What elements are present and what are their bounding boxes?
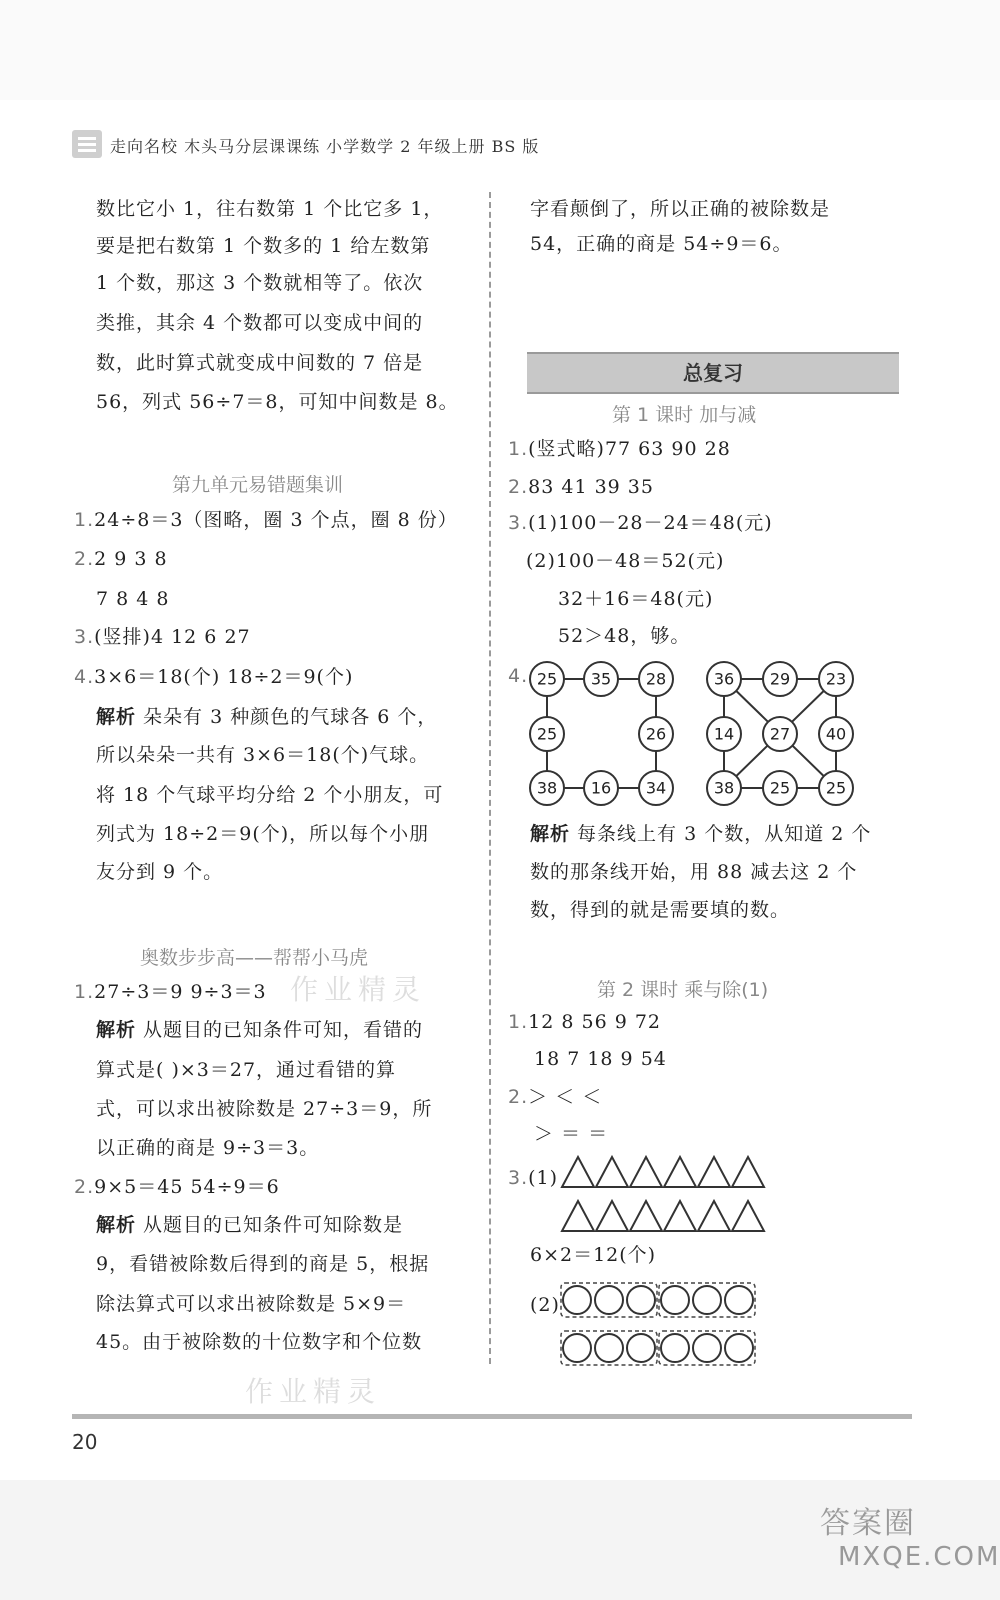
- svg-text:25: 25: [536, 669, 558, 689]
- answer-text: (2)100－48＝52(元): [526, 550, 725, 572]
- item-number: 3.: [508, 512, 529, 534]
- number-node: [639, 662, 673, 696]
- analysis-text: 式，可以求出被除数是 27÷3＝9，所: [96, 1098, 433, 1120]
- circle-shape: [627, 1334, 655, 1362]
- triangle-shape: [630, 1157, 662, 1187]
- footer-rule: [72, 1414, 912, 1419]
- cross-number-diagram: [700, 655, 880, 815]
- column-divider: [489, 192, 491, 1364]
- answer-text: 52＞48，够。: [558, 625, 691, 647]
- analysis-text: 45。由于被除数的十位数字和个位数: [96, 1331, 423, 1353]
- analysis-text: 算式是( )×3＝27，通过看错的算: [96, 1059, 397, 1081]
- analysis-text: 列式为 18÷2＝9(个)，所以每个小朋: [96, 823, 430, 845]
- svg-text:16: 16: [590, 778, 612, 798]
- item-number: 4.: [508, 665, 529, 687]
- svg-text:14: 14: [713, 724, 735, 744]
- answer-text: 83 41 39 35: [528, 476, 654, 498]
- running-header: [72, 130, 912, 162]
- triangle-shape: [562, 1201, 594, 1231]
- book-logo-icon: [72, 130, 102, 158]
- circle-groups: [560, 1282, 770, 1382]
- circle-shape: [595, 1286, 623, 1314]
- number-node: [819, 771, 853, 805]
- triangle-shape: [664, 1157, 696, 1187]
- number-node: [763, 662, 797, 696]
- item-number: 1.: [74, 509, 95, 531]
- circle-shape: [725, 1334, 753, 1362]
- section-title-olympiad: 奥数步步高——帮帮小马虎: [140, 947, 369, 969]
- item-number: 4.: [74, 666, 95, 688]
- svg-text:29: 29: [769, 669, 791, 689]
- number-node: [530, 771, 564, 805]
- watermark-text: 作业精灵: [290, 973, 427, 1006]
- svg-text:40: 40: [825, 724, 847, 744]
- triangle-shape: [596, 1201, 628, 1231]
- analysis-text: 每条线上有 3 个数，从知道 2 个: [570, 823, 872, 845]
- number-node: [707, 717, 741, 751]
- review-banner: 总复习: [527, 352, 899, 394]
- circle-shape: [661, 1334, 689, 1362]
- analysis-text: 数，得到的就是需要填的数。: [530, 899, 791, 921]
- number-node: [639, 771, 673, 805]
- item-number: 3.: [508, 1167, 529, 1189]
- square-number-diagram: [520, 655, 700, 815]
- svg-text:38: 38: [713, 778, 735, 798]
- analysis-text: 从题目的已知条件可知除数是: [136, 1214, 404, 1236]
- analysis-text: 除法算式可以求出被除数是 5×9＝: [96, 1293, 407, 1315]
- svg-text:36: 36: [713, 669, 735, 689]
- circle-shape: [725, 1286, 753, 1314]
- number-node: [819, 662, 853, 696]
- answer-text: 32＋16＝48(元): [558, 588, 714, 610]
- triangle-shape: [732, 1157, 764, 1187]
- analysis-label: 解析: [96, 706, 137, 728]
- number-node: [530, 717, 564, 751]
- text-line: 56，列式 56÷7＝8，可知中间数是 8。: [96, 391, 459, 413]
- page-number: 20: [72, 1430, 98, 1454]
- answer-text: ＞ ＜ ＜: [528, 1086, 603, 1108]
- svg-text:27: 27: [769, 724, 791, 744]
- header-title: 走向名校 木头马分层课课练 小学数学 2 年级上册 BS 版: [110, 137, 540, 156]
- watermark-url: MXQE.COM: [838, 1542, 1000, 1572]
- analysis-text: 从题目的已知条件可知，看错的: [136, 1019, 424, 1041]
- circle-shape: [627, 1286, 655, 1314]
- text-line: 数，此时算式就变成中间数的 7 倍是: [96, 352, 424, 374]
- text-line: 数比它小 1，往右数第 1 个比它多 1，: [96, 198, 444, 220]
- triangle-group: [560, 1155, 760, 1235]
- svg-text:25: 25: [769, 778, 791, 798]
- answer-text: 24÷8＝3（图略，圈 3 个点，圈 8 份）: [94, 509, 458, 531]
- analysis-text: 数的那条线开始，用 88 减去这 2 个: [530, 861, 858, 883]
- answer-text: ＞ ＝ ＝: [534, 1123, 609, 1145]
- svg-text:26: 26: [645, 724, 667, 744]
- text-line: 要是把右数第 1 个数多的 1 给左数第: [96, 235, 431, 257]
- item-number: 2.: [508, 1086, 529, 1108]
- number-node: [819, 717, 853, 751]
- answer-text: 27÷3＝9 9÷3＝3: [94, 981, 267, 1003]
- circle-shape: [661, 1286, 689, 1314]
- item-number: 2.: [508, 476, 529, 498]
- svg-text:25: 25: [825, 778, 847, 798]
- analysis-text: 9，看错被除数后得到的商是 5，根据: [96, 1253, 430, 1275]
- triangle-shape: [664, 1201, 696, 1231]
- circle-shape: [595, 1334, 623, 1362]
- svg-text:35: 35: [590, 669, 612, 689]
- lesson-title: 第 1 课时 加与减: [612, 404, 757, 426]
- triangle-shape: [596, 1157, 628, 1187]
- number-node: [707, 771, 741, 805]
- svg-text:38: 38: [536, 778, 558, 798]
- triangle-shape: [732, 1201, 764, 1231]
- answer-text: (1)100－28－24＝48(元): [528, 512, 773, 534]
- section-title-errors: 第九单元易错题集训: [172, 474, 344, 496]
- watermark-text: 作业精灵: [245, 1375, 382, 1408]
- svg-text:28: 28: [645, 669, 667, 689]
- analysis-text: 所以朵朵一共有 3×6＝18(个)气球。: [96, 744, 430, 766]
- number-node: [584, 662, 618, 696]
- number-node: [584, 771, 618, 805]
- item-number: 2.: [74, 548, 95, 570]
- triangle-shape: [698, 1157, 730, 1187]
- answer-text: 12 8 56 9 72: [528, 1011, 662, 1033]
- svg-text:34: 34: [645, 778, 667, 798]
- watermark-logo: 答案圈: [820, 1506, 916, 1541]
- answer-text: 7 8 4 8: [96, 588, 170, 610]
- answer-text: 6×2＝12(个): [530, 1244, 657, 1266]
- item-number: 1.: [508, 1011, 529, 1033]
- svg-text:23: 23: [825, 669, 847, 689]
- number-node: [763, 771, 797, 805]
- analysis-label: 解析: [96, 1019, 137, 1041]
- part-label: (1): [528, 1167, 559, 1189]
- number-node: [707, 662, 741, 696]
- answer-text: 9×5＝45 54÷9＝6: [94, 1176, 280, 1198]
- text-line: 字看颠倒了，所以正确的被除数是: [530, 198, 831, 220]
- triangle-shape: [698, 1201, 730, 1231]
- page-top-margin: [0, 0, 1000, 100]
- text-line: 类推，其余 4 个数都可以变成中间的: [96, 312, 424, 334]
- item-number: 1.: [74, 981, 95, 1003]
- analysis-text: 友分到 9 个。: [96, 861, 224, 883]
- text-line: 54，正确的商是 54÷9＝6。: [530, 233, 793, 255]
- circle-shape: [693, 1286, 721, 1314]
- triangle-shape: [630, 1201, 662, 1231]
- part-label: (2): [530, 1294, 560, 1316]
- item-number: 2.: [74, 1176, 95, 1198]
- item-number: 3.: [74, 626, 95, 648]
- circle-shape: [563, 1334, 591, 1362]
- triangle-shape: [562, 1157, 594, 1187]
- text-line: 1 个数，那这 3 个数就相等了。依次: [96, 272, 424, 294]
- number-node: [530, 662, 564, 696]
- analysis-text: 将 18 个气球平均分给 2 个小朋友，可: [96, 784, 444, 806]
- number-node: [639, 717, 673, 751]
- analysis-label: 解析: [530, 823, 571, 845]
- answer-text: 2 9 3 8: [94, 548, 168, 570]
- svg-text:25: 25: [536, 724, 558, 744]
- circle-shape: [563, 1286, 591, 1314]
- answer-text: (竖式略)77 63 90 28: [528, 438, 731, 460]
- analysis-text: 以正确的商是 9÷3＝3。: [96, 1137, 320, 1159]
- answer-text: 3×6＝18(个) 18÷2＝9(个): [94, 666, 354, 688]
- answer-text: 18 7 18 9 54: [534, 1048, 667, 1070]
- analysis-text: 朵朵有 3 种颜色的气球各 6 个，: [136, 706, 438, 728]
- number-node: [763, 717, 797, 751]
- analysis-label: 解析: [96, 1214, 137, 1236]
- item-number: 1.: [508, 438, 529, 460]
- circle-shape: [693, 1334, 721, 1362]
- answer-text: (竖排)4 12 6 27: [94, 626, 251, 648]
- lesson-title: 第 2 课时 乘与除(1): [597, 979, 769, 1001]
